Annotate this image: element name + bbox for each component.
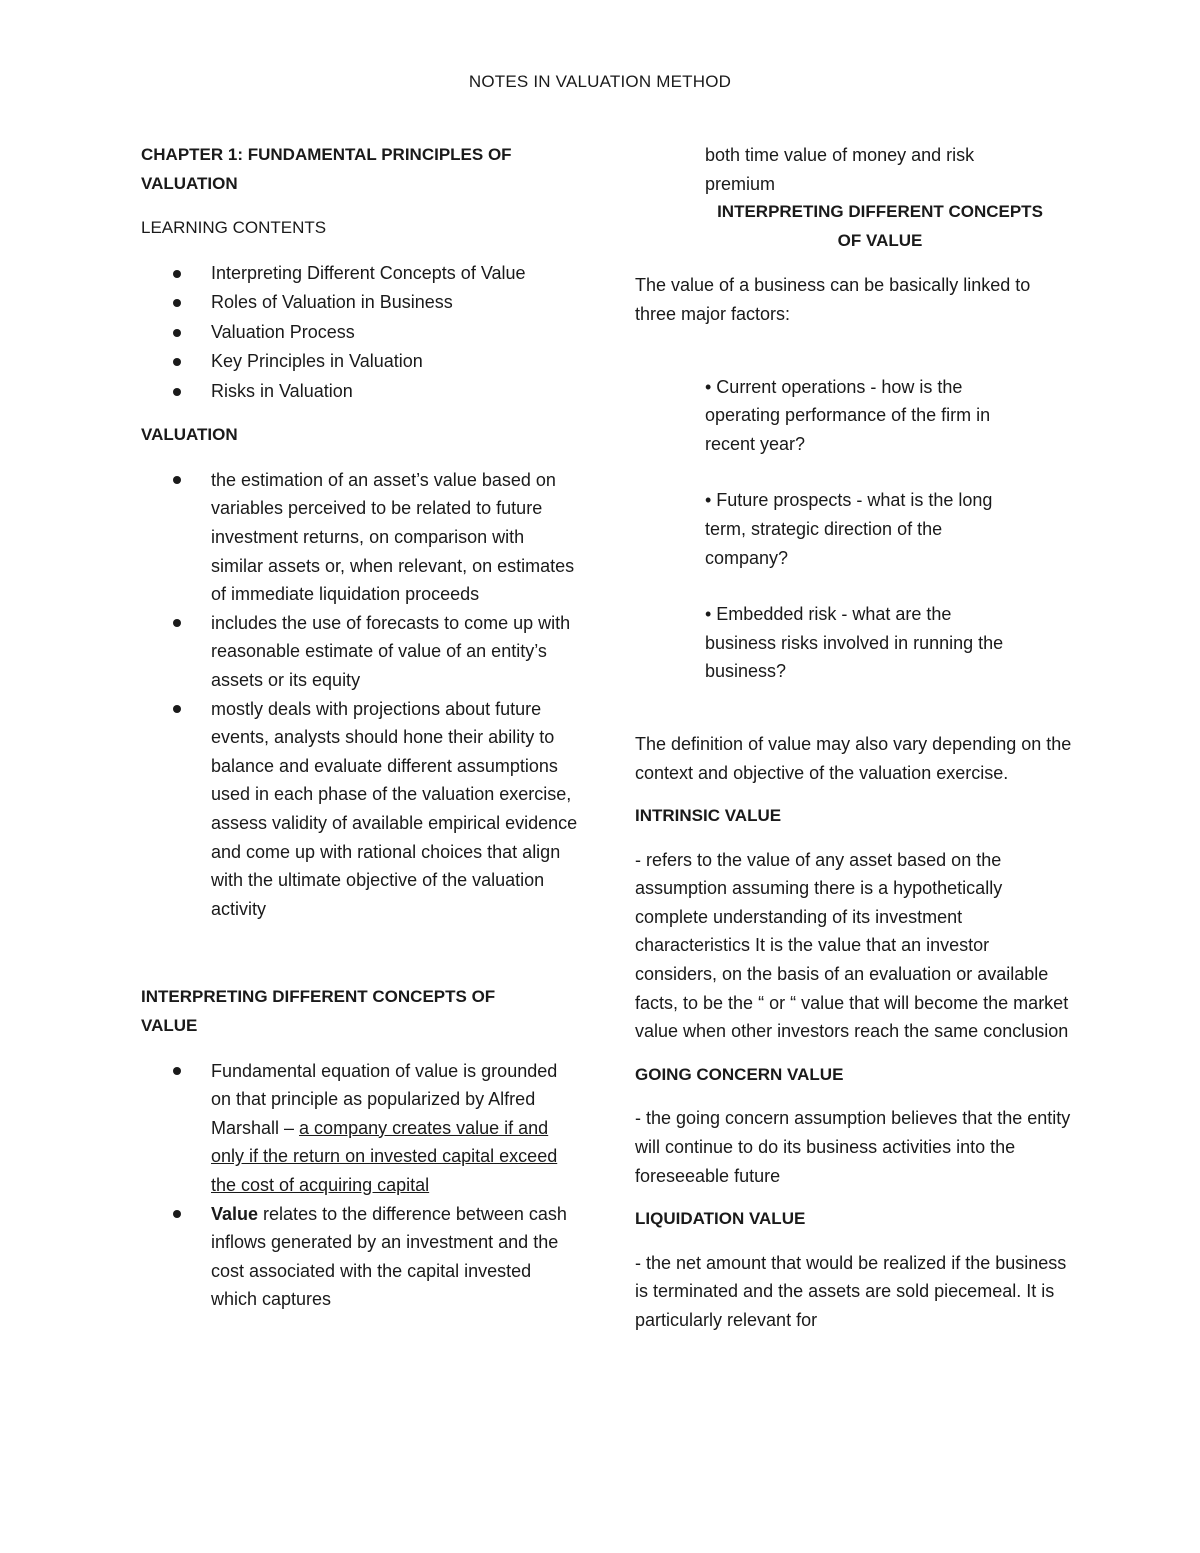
intrinsic-text: - refers to the value of any asset based on the assumption assuming there is a hypothetically complete understanding of its investment characteristics It is the value that an investor considers, on the basis of an evaluation or available facts, to be the “ or “ value that will become the market value when other investors reach the same conclusion <box>635 849 1069 1042</box>
going-concern-text: - the going concern assumption believes that the entity will continue to do its business activities into the foreseeable future <box>635 1108 1071 1186</box>
bullet-icon <box>173 329 181 337</box>
underlined-definition: a company creates value if and only if the return on invested capital exceed the cost of acquiring capital <box>211 1117 558 1195</box>
value-term: Value <box>211 1203 259 1224</box>
list-item: Roles of Valuation in Business <box>141 288 581 318</box>
learning-contents-list <box>141 259 581 407</box>
learning-contents-label: LEARNING CONTENTS <box>141 218 327 238</box>
definition-note: The definition of value may also vary depending on the context and objective of the valuation exercise. <box>635 733 1072 783</box>
right-column <box>635 141 1075 1335</box>
liquidation-heading: LIQUIDATION VALUE <box>635 1209 806 1229</box>
list-item: Valuation Process <box>141 318 581 348</box>
bullet-icon <box>173 270 181 278</box>
factor-item: • Embedded risk - what are the business risks involved in running the business? <box>705 604 1004 682</box>
bullet-icon <box>173 388 181 396</box>
bullet-icon <box>173 358 181 366</box>
valuation-heading: VALUATION <box>141 425 238 445</box>
concepts-heading: INTERPRETING DIFFERENT CONCEPTS OF VALUE <box>141 987 496 1035</box>
factors-list <box>635 373 1075 686</box>
bullet-icon <box>173 705 181 713</box>
bullet-icon <box>173 1067 181 1075</box>
list-item: Risks in Valuation <box>141 377 581 407</box>
list-item: mostly deals with projections about future events, analysts should hone their ability to balance and evaluate different assumptions used in each phase of the valuation exercise, assess validity of available empirical evidence and come up with rational choices that align with the ultimate objective of the valuation activity <box>141 695 581 924</box>
list-item: the estimation of an asset’s value based on variables perceived to be related to future investment returns, on comparison with similar assets or, when relevant, on estimates of immediate liquidation proceeds <box>141 466 581 609</box>
concepts-heading-right: INTERPRETING DIFFERENT CONCEPTS OF VALUE <box>717 202 1043 250</box>
list-item: Value relates to the difference between cash inflows generated by an investment and the cost associated with the capital invested which captures <box>141 1200 581 1314</box>
list-item: includes the use of forecasts to come up with reasonable estimate of value of an entity’s assets or its equity <box>141 609 581 695</box>
factor-item: • Future prospects - what is the long term, strategic direction of the company? <box>705 490 993 568</box>
continued-text: both time value of money and risk premium <box>705 145 975 194</box>
bullet-icon <box>173 299 181 307</box>
intrinsic-heading: INTRINSIC VALUE <box>635 806 782 826</box>
intro-paragraph: The value of a business can be basically linked to three major factors: <box>635 275 1031 324</box>
factor-item: • Current operations - how is the operating performance of the firm in recent year? <box>705 376 991 454</box>
list-item: Key Principles in Valuation <box>141 347 581 377</box>
left-column <box>141 141 581 1314</box>
page-title: NOTES IN VALUATION METHOD <box>468 72 732 91</box>
liquidation-text: - the net amount that would be realized if the business is terminated and the assets are sold piecemeal. It is particularly relevant for <box>635 1252 1067 1330</box>
list-item: Interpreting Different Concepts of Value <box>141 259 581 289</box>
bullet-icon <box>173 619 181 627</box>
list-item: Fundamental equation of value is grounded on that principle as popularized by Alfred Marshall – a company creates value if and only if the return on invested capital exceed the cost of acquiring capital <box>141 1057 581 1200</box>
bullet-icon <box>173 476 181 484</box>
chapter-title: CHAPTER 1: FUNDAMENTAL PRINCIPLES OF VALUATION <box>141 145 512 193</box>
bullet-icon <box>173 1210 181 1218</box>
valuation-points <box>141 466 581 924</box>
concepts-points <box>141 1057 581 1314</box>
going-concern-heading: GOING CONCERN VALUE <box>635 1064 844 1084</box>
